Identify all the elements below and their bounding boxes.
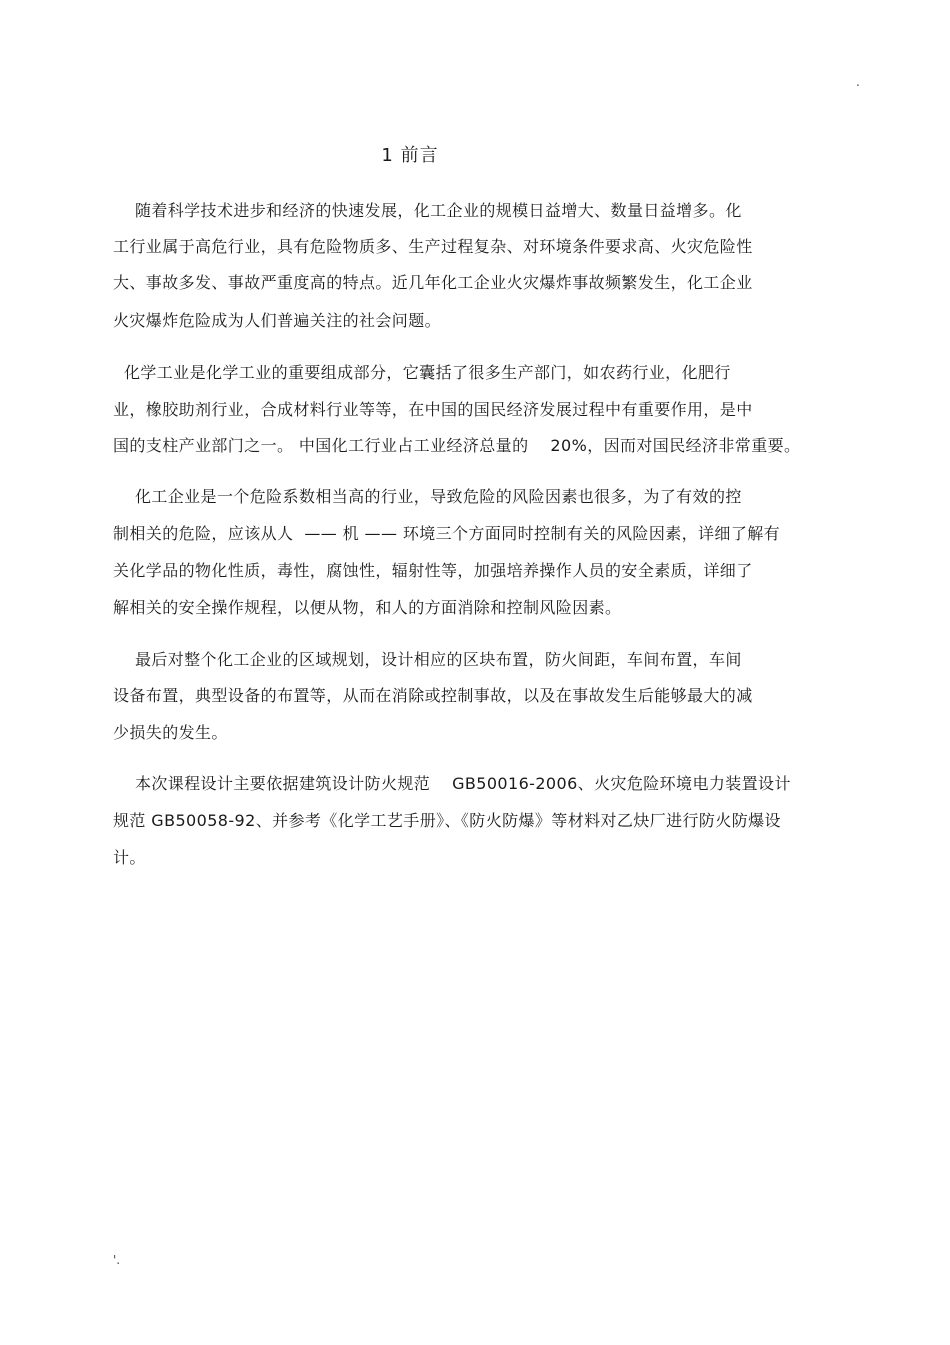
text-line: 化学工业是化学工业的重要组成部分，它囊括了很多生产部门，如农药行业，化肥行 xyxy=(113,363,731,382)
text-line: 随着科学技术进步和经济的快速发展，化工企业的规模日益增大、数量日益增多。化 xyxy=(113,201,742,220)
text-line: 少损失的发生。 xyxy=(113,723,228,742)
text-line: 大、事故多发、事故严重度高的特点。近几年化工企业火灾爆炸事故频繁发生，化工企业 xyxy=(113,273,753,292)
text-line: 化工企业是一个危险系数相当高的行业，导致危险的风险因素也很多，为了有效的控 xyxy=(113,487,742,506)
text-line: 本次课程设计主要依据建筑设计防火规范 GB50016-2006、火灾危险环境电力装置设计 xyxy=(113,774,791,793)
text-line: 设备布置，典型设备的布置等，从而在消除或控制事故，以及在事故发生后能够最大的减 xyxy=(113,686,753,705)
text-line: 计。 xyxy=(113,848,146,867)
page-title: 1 前言 xyxy=(381,145,439,166)
text-line: 业，橡胶助剂行业，合成材料行业等等，在中国的国民经济发展过程中有重要作用，是中 xyxy=(113,400,753,419)
page-mark-bottom-left: '. xyxy=(113,1253,121,1267)
text-line: 工行业属于高危行业，具有危险物质多、生产过程复杂、对环境条件要求高、火灾危险性 xyxy=(113,237,753,256)
text-line: 制相关的危险，应该从人 —— 机 —— 环境三个方面同时控制有关的风险因素，详细了解有 xyxy=(113,524,781,543)
text-line: 火灾爆炸危险成为人们普遍关注的社会问题。 xyxy=(113,311,442,330)
text-line: 最后对整个化工企业的区域规划，设计相应的区块布置，防火间距，车间布置，车间 xyxy=(113,650,742,669)
text-line: 规范 GB50058-92、并参考《化学工艺手册》、《防火防爆》等材料对乙炔厂进行防火防爆设 xyxy=(113,811,781,830)
text-line: 关化学品的物化性质，毒性，腐蚀性，辐射性等，加强培养操作人员的安全素质，详细了 xyxy=(113,561,753,580)
page-mark-top-right: . xyxy=(856,75,860,89)
text-line: 解相关的安全操作规程，以便从物，和人的方面消除和控制风险因素。 xyxy=(113,598,622,617)
text-line: 国的支柱产业部门之一。 中国化工行业占工业经济总量的 20%，因而对国民经济非常重要。 xyxy=(113,436,801,455)
